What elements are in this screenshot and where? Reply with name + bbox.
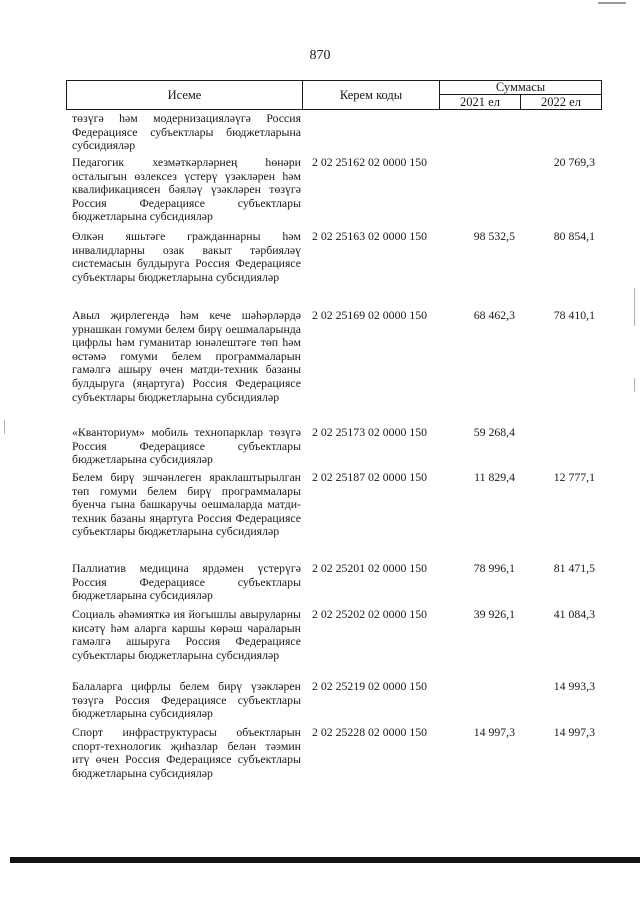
row-value-2021: 11 829,4 [474, 470, 515, 484]
row-code: 2 02 25228 02 0000 150 [312, 725, 428, 739]
table-row [0, 112, 640, 156]
table-body [0, 112, 640, 786]
row-name: Социаль әһәмияткә ия йогышлы авыруларны кисәтү һәм аларга каршы көрәш чараларын гамәлгә ашыруга Россия Федерациясе субъектлары бюджетларына субсидияләр [72, 607, 301, 662]
row-name: «Кванториум» мобиль технопарклар төзүгә Россия Федерациясе субъектлары бюджетларына субсидияләр [72, 425, 301, 467]
row-name: Авыл җирлегендә һәм кече шәһәрләрдә урнашкан гомуми белем бирү оешмаларында цифрлы һәм гуманитар юнәлештәге төп һәм өстәмә гомуми белем программаларын гамәлгә ашыру өчен матди-техник базаны булдыруга (яңартуга) Россия Федерациясе субъектлары бюджетларына субсидияләр [72, 308, 301, 404]
column-header-sums: Суммасы [440, 81, 602, 95]
row-name: Өлкән яшьтәге гражданнарны һәм инвалидларны озак вакыт тәрбияләү системасын булдыруга Россия Федерациясе субъектлары бюджетларына субсидияләр [72, 229, 301, 284]
row-name: Паллиатив медицина ярдәмен үстерүгә Россия Федерациясе субъектлары бюджетларына субсидияләр [72, 561, 301, 603]
scan-footer-bar [10, 857, 640, 863]
row-value-2021: 68 462,3 [473, 308, 515, 322]
row-code: 2 02 25201 02 0000 150 [312, 561, 428, 575]
row-code: 2 02 25169 02 0000 150 [312, 308, 428, 322]
table-row [0, 471, 640, 562]
row-value-2022: 14 993,3 [553, 679, 595, 693]
row-value-2021: 14 997,3 [473, 725, 515, 739]
row-code: 2 02 25219 02 0000 150 [312, 679, 428, 693]
column-header-code: Керем коды [303, 81, 440, 110]
row-value-2022: 78 410,1 [553, 308, 595, 322]
row-value-2022: 12 777,1 [553, 470, 595, 484]
row-value-2022: 20 769,3 [553, 155, 595, 169]
row-code: 2 02 25173 02 0000 150 [312, 425, 428, 439]
row-code: 2 02 25162 02 0000 150 [312, 155, 428, 169]
row-name: төзүгә һәм модернизацияләүгә Россия Федерациясе субъектлары бюджетларына субсидияләр [72, 111, 301, 153]
table-row [0, 608, 640, 680]
row-value-2022: 14 997,3 [553, 725, 595, 739]
table-row [0, 680, 640, 726]
row-value-2022: 80 854,1 [553, 229, 595, 243]
row-value-2021: 59 268,4 [473, 425, 515, 439]
page-number: 870 [309, 48, 331, 63]
row-code: 2 02 25202 02 0000 150 [312, 607, 428, 621]
row-name: Белем бирү эшчәнлеген яраклаштырылган төп гомуми белем бирү программалары буенча гына башкаручы оешмаларда матди-техник базаны яңартуга Россия Федерациясе субъектлары бюджетларына субсидияләр [72, 470, 301, 539]
row-value-2022: 41 084,3 [553, 607, 595, 621]
row-value-2021: 39 926,1 [473, 607, 515, 621]
row-name: Педагогик хезмәткәрләрнең һөнәри осталыгын өзлексез үстерү үзәкләрен һәм квалификациясен бәяләү үзәкләрен төзүгә Россия Федерациясе субъектлары бюджетларына субсидияләр [72, 155, 301, 224]
row-code: 2 02 25187 02 0000 150 [312, 470, 428, 484]
row-value-2021: 98 532,5 [473, 229, 515, 243]
row-name: Балаларга цифрлы белем бирү үзәкләрен төзүгә Россия Федерациясе субъектлары бюджетларына субсидияләр [72, 679, 301, 721]
scan-artifact-top [598, 2, 626, 4]
table-header [66, 80, 602, 110]
row-value-2021: 78 996,1 [473, 561, 515, 575]
table-row [0, 562, 640, 608]
row-code: 2 02 25163 02 0000 150 [312, 229, 428, 243]
table-row [0, 426, 640, 471]
table-row [0, 230, 640, 309]
column-header-name: Исеме [67, 81, 303, 110]
table-row [0, 726, 640, 786]
row-value-2022: 81 471,5 [553, 561, 595, 575]
column-header-year-2022: 2022 ел [521, 95, 602, 110]
table-row [0, 156, 640, 230]
column-header-year-2021: 2021 ел [440, 95, 521, 110]
table-row [0, 309, 640, 426]
row-name: Спорт инфраструктурасы объектларын спорт-технологик җиһазлар белән тәэмин итү өчен Россия Федерациясе субъектлары бюджетларына субсидияләр [72, 725, 301, 780]
